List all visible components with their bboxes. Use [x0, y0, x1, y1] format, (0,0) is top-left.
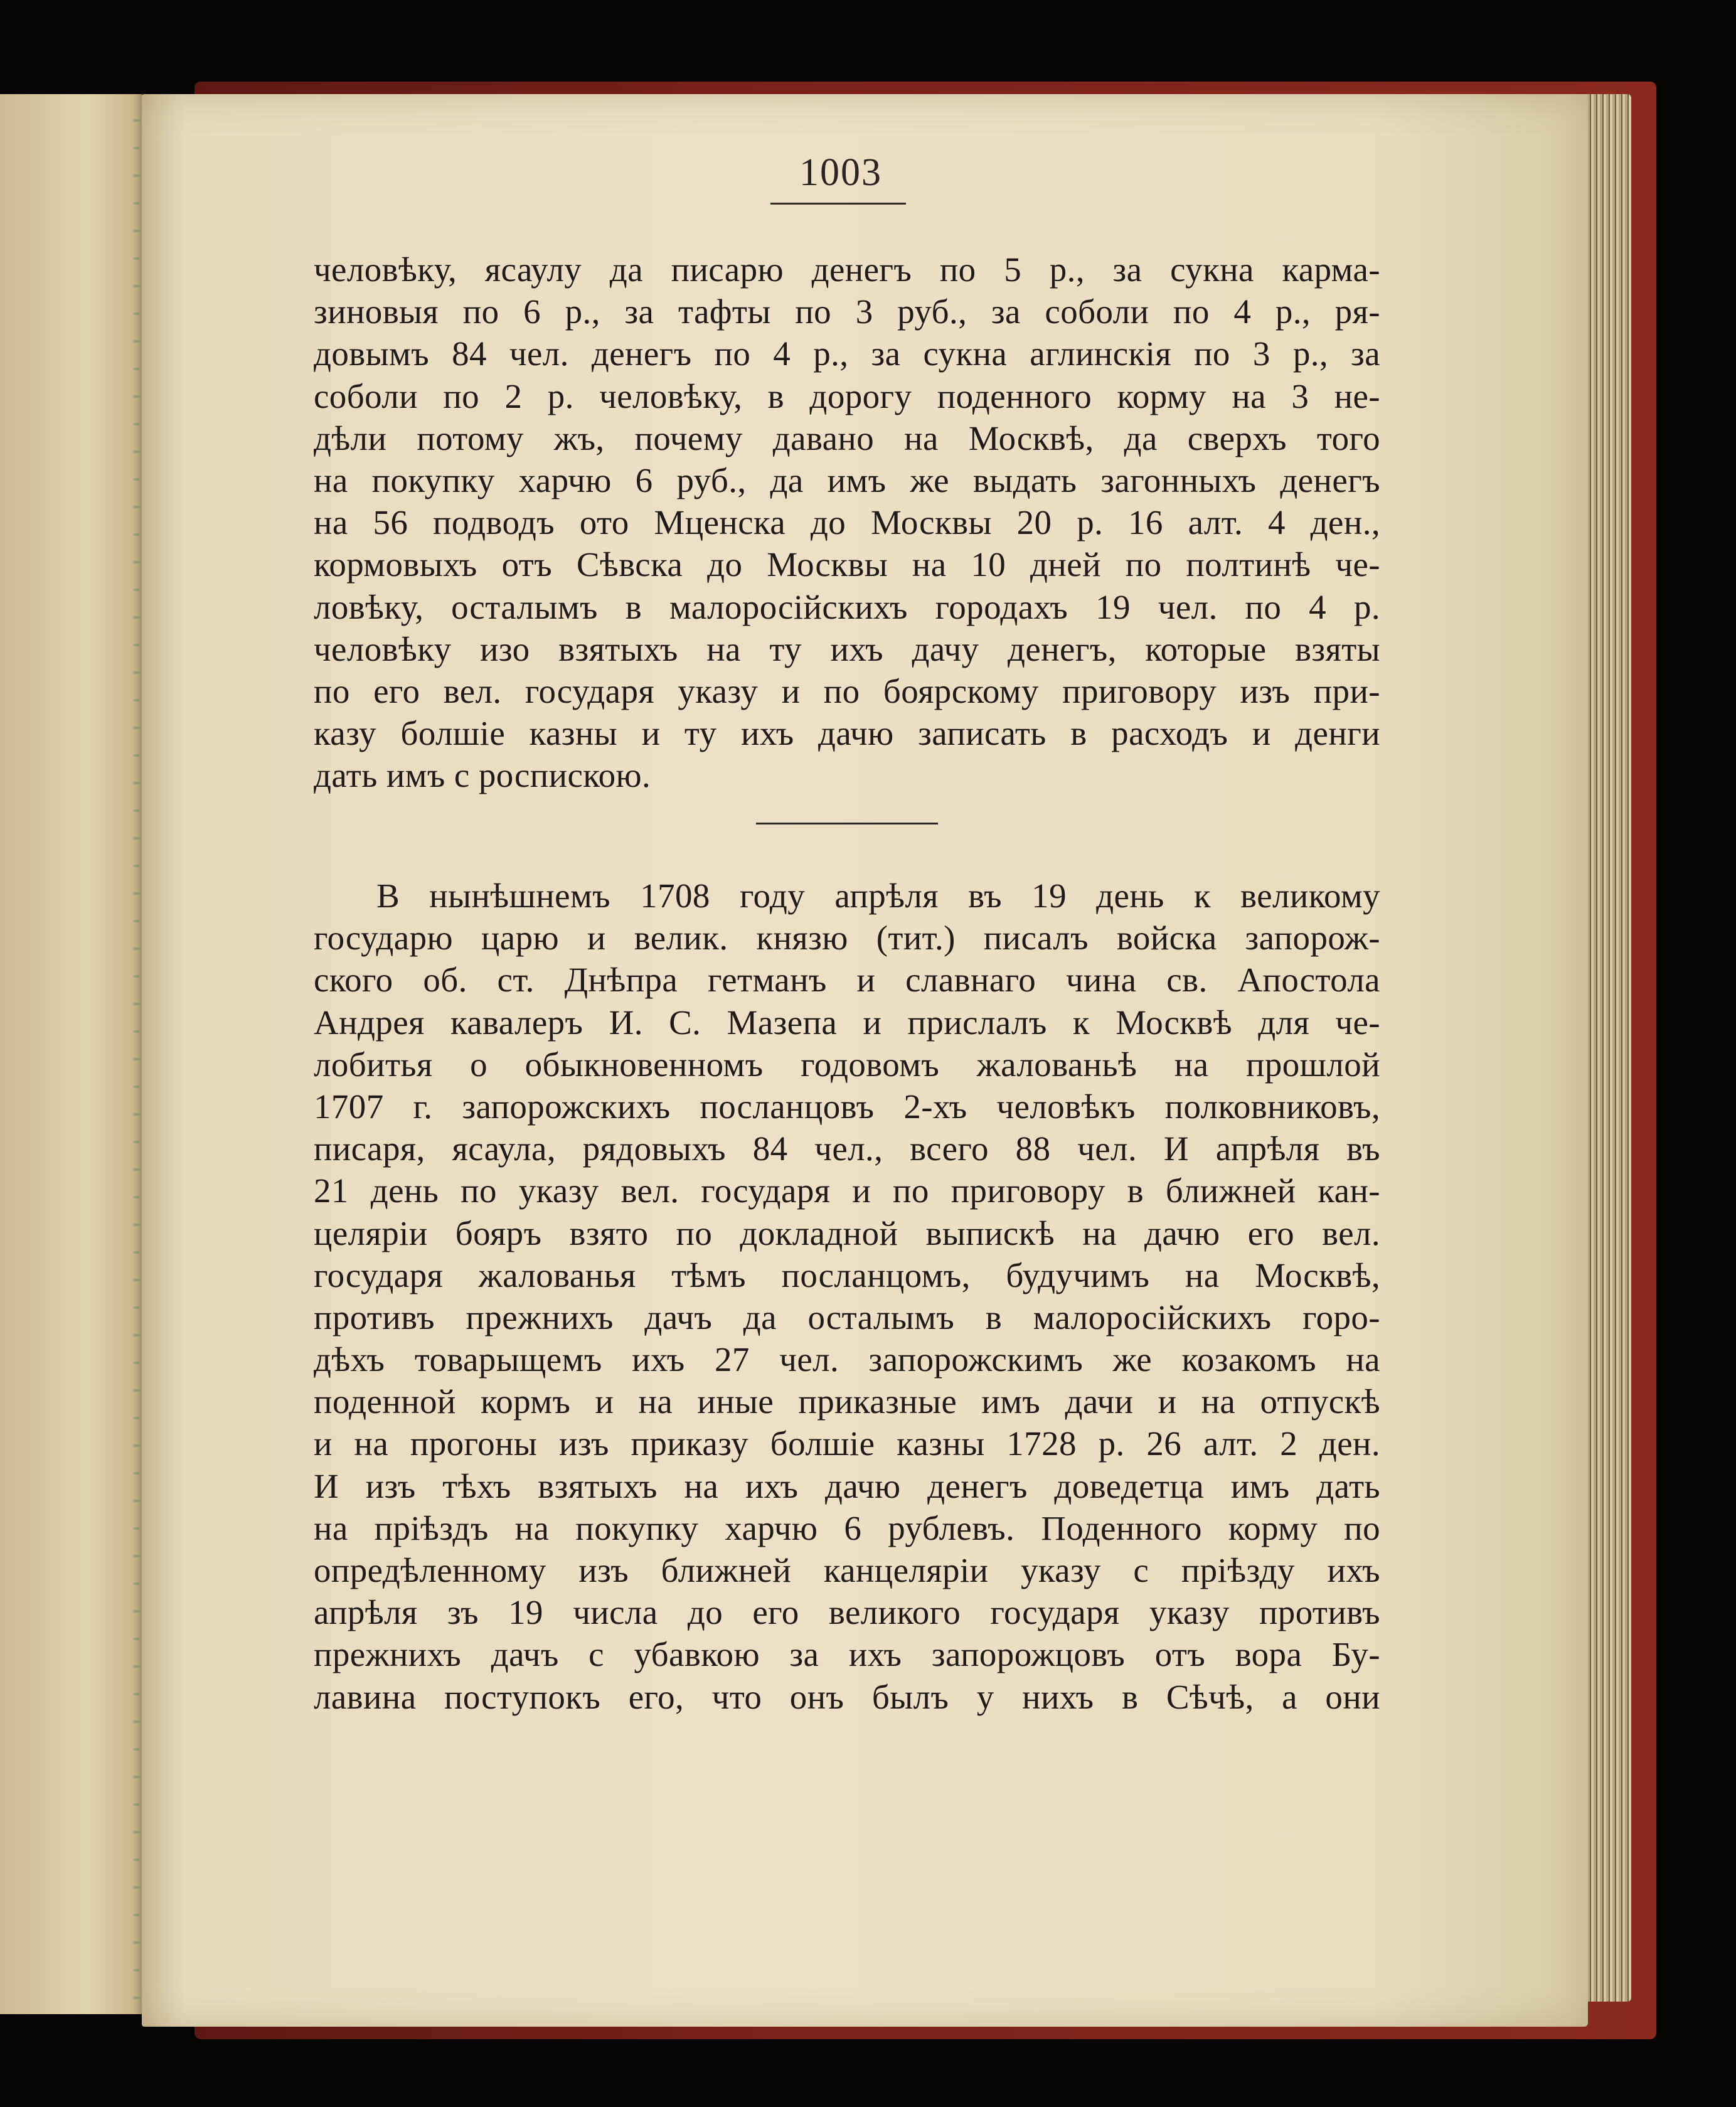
text-line: на пріѣздъ на покупку харчю 6 рублевъ. Поденного корму по — [314, 1508, 1380, 1547]
text-line: ловѣку, осталымъ в малоросійскихъ городахъ 19 чел. по 4 р. — [314, 587, 1380, 626]
text-line: человѣку, ясаулу да писарю денегъ по 5 р., за сукна карма- — [314, 250, 1380, 289]
text-line: дать имъ с роспискою. — [314, 756, 651, 795]
text-line: на 56 подводъ ото Мценска до Москвы 20 р. 16 алт. 4 ден., — [314, 503, 1380, 542]
text-line: 21 день по указу вел. государя и по приговору в ближней кан- — [314, 1171, 1380, 1210]
paragraph-2 — [314, 875, 1380, 1718]
text-line: довымъ 84 чел. денегъ по 4 р., за сукна аглинскія по 3 р., за — [314, 334, 1380, 373]
page-number-underline — [770, 203, 906, 205]
text-line: по его вел. государя указу и по боярскому приговору изъ при- — [314, 671, 1380, 710]
text-line: апрѣля зъ 19 числа до его великого государя указу противъ — [314, 1593, 1380, 1632]
text-line: И изъ тѣхъ взятыхъ на ихъ дачю денегъ доведетца имъ дать — [314, 1466, 1380, 1505]
text-line: соболи по 2 р. человѣку, в дорогу поденного корму на 3 не- — [314, 376, 1380, 415]
text-line: поденной кормъ и на иные приказные имъ дачи и на отпускѣ — [314, 1382, 1380, 1421]
text-line: 1707 г. запорожскихъ посланцовъ 2-хъ человѣкъ полковниковъ, — [314, 1087, 1380, 1126]
text-line: противъ прежнихъ дачъ да осталымъ в малоросійскихъ горо- — [314, 1298, 1380, 1336]
text-line: кормовыхъ отъ Сѣвска до Москвы на 10 дней по полтинѣ че- — [314, 545, 1380, 584]
left-page-edge — [0, 94, 146, 2014]
text-line: писаря, ясаула, рядовыхъ 84 чел., всего 88 чел. И апрѣля въ — [314, 1129, 1380, 1168]
text-line: государя жалованья тѣмъ посланцомъ, будучимъ на Москвѣ, — [314, 1256, 1380, 1294]
text-line: дѣли потому жъ, почему давано на Москвѣ, да сверхъ того — [314, 419, 1380, 457]
text-line: целяріи бояръ взято по докладной выпискѣ на дачю его вел. — [314, 1214, 1380, 1252]
text-line: лавина поступокъ его, что онъ былъ у нихъ в Сѣчѣ, а они — [314, 1677, 1380, 1716]
page-number: 1003 — [799, 151, 882, 194]
text-line: казу болшіе казны и ту ихъ дачю записать в расходъ и денги — [314, 714, 1380, 753]
text-line: дѣхъ товарыщемъ ихъ 27 чел. запорожскимъ же козакомъ на — [314, 1340, 1380, 1379]
text-line: на покупку харчю 6 руб., да имъ же выдать загонныхъ денегъ — [314, 461, 1380, 499]
text-line: лобитья о обыкновенномъ годовомъ жалованьѣ на прошлой — [314, 1045, 1380, 1084]
text-line: и на прогоны изъ приказу болшіе казны 1728 р. 26 алт. 2 ден. — [314, 1424, 1380, 1463]
text-line: зиновыя по 6 р., за тафты по 3 руб., за соболи по 4 р., ря- — [314, 292, 1380, 331]
paragraph-1 — [314, 248, 1380, 796]
text-line: ского об. ст. Днѣпра гетманъ и славнаго чина св. Апостола — [314, 961, 1380, 1000]
text-line: государю царю и велик. князю (тит.) писалъ войска запорож- — [314, 919, 1380, 957]
text-line: человѣку изо взятыхъ на ту ихъ дачу денегъ, которые взяты — [314, 629, 1380, 668]
text-line: В нынѣшнемъ 1708 году апрѣля въ 19 день к великому — [376, 877, 1380, 915]
left-page-gutter — [133, 94, 139, 2014]
text-line: опредѣленному изъ ближней канцеляріи указу с пріѣзду ихъ — [314, 1551, 1380, 1589]
section-divider — [756, 823, 938, 824]
text-line: прежнихъ дачъ с убавкою за ихъ запорожцовъ отъ вора Бу- — [314, 1635, 1380, 1674]
text-line: Андрея кавалеръ И. С. Мазепа и прислалъ к Москвѣ для че- — [314, 1003, 1380, 1042]
page-stack-edge — [1581, 94, 1631, 2002]
